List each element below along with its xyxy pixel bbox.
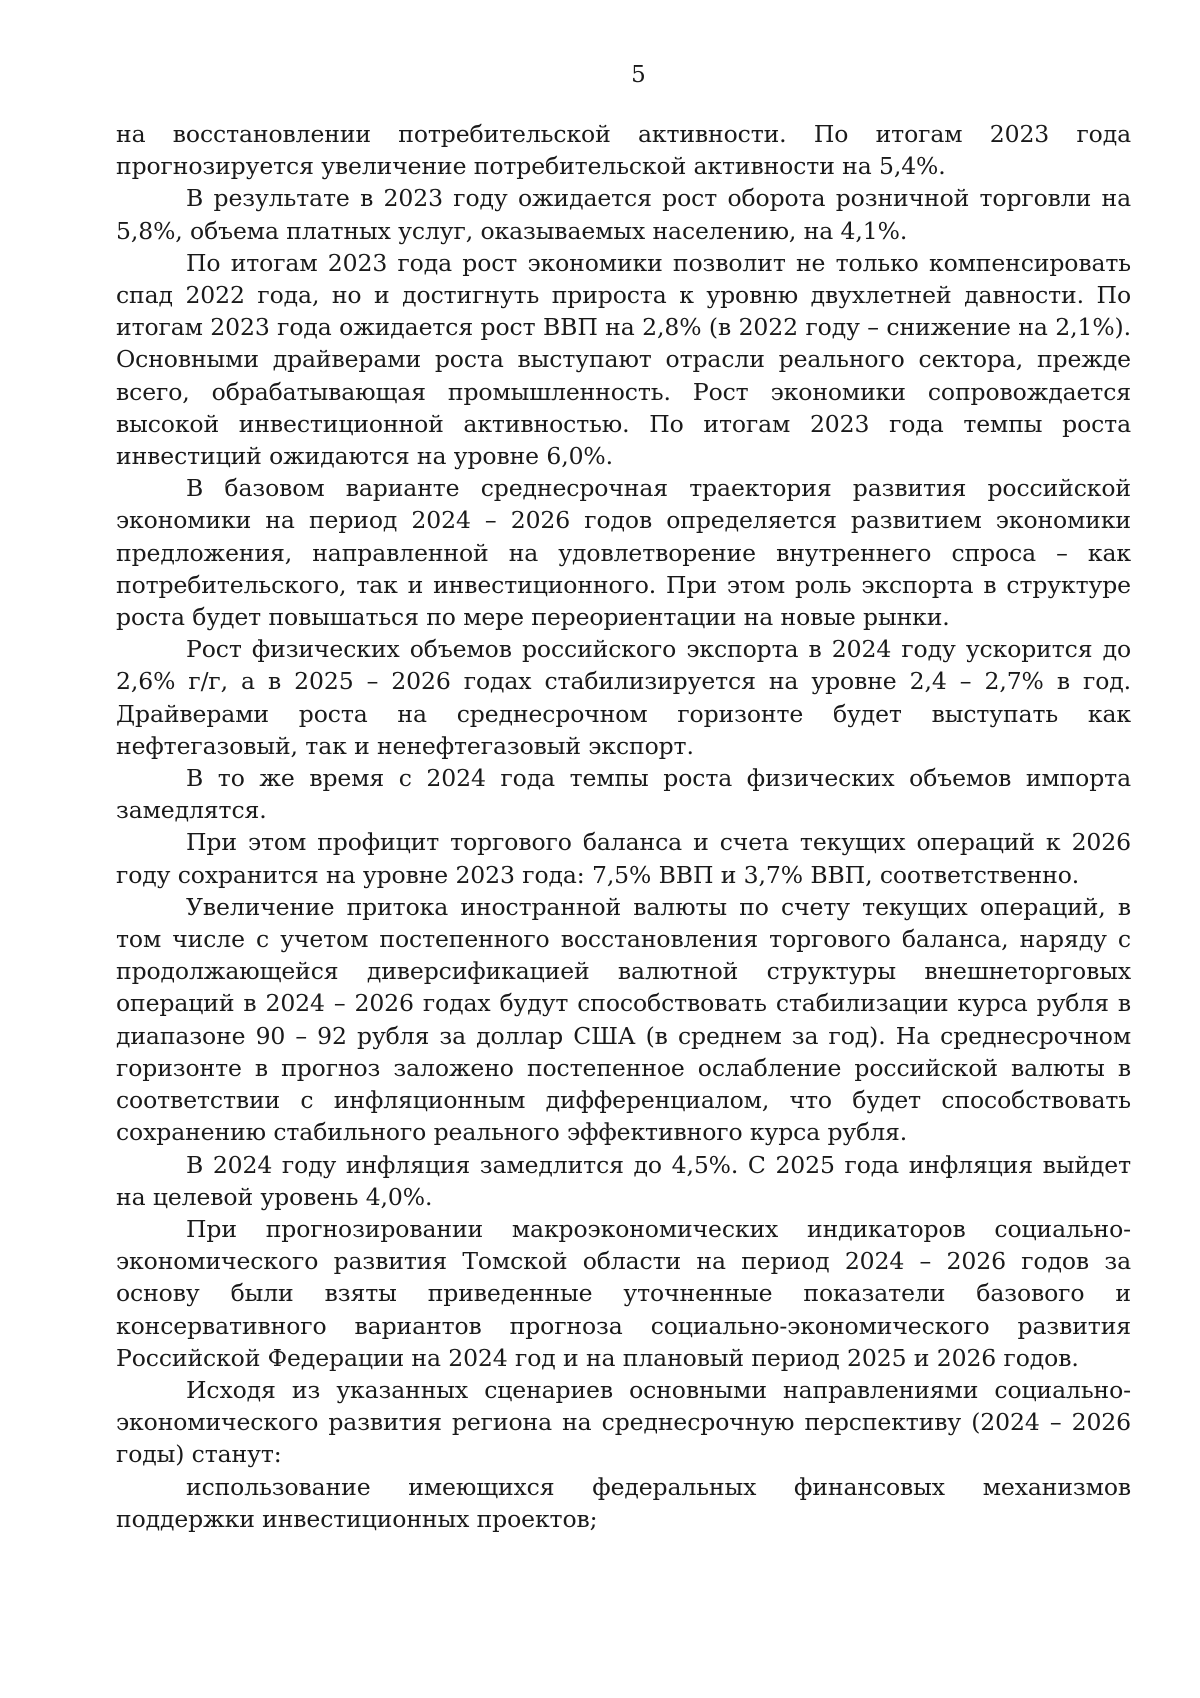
paragraph: В базовом варианте среднесрочная траектория развития российской экономики на период 2024 – 2026 годов определяется развитием экономики предложения, направленной на удовлетворение внутреннего спроса – как потребительского, так и инвестиционного. При этом роль экспорта в структуре роста будет повышаться по мере переориентации на новые рынки. bbox=[116, 474, 1131, 632]
paragraph: По итогам 2023 года рост экономики позволит не только компенсировать спад 2022 года, но и достигнуть прироста к уровню двухлетней давности. По итогам 2023 года ожидается рост ВВП на 2,8% (в 2022 году – снижение на 2,1%). Основными драйверами роста выступают отрасли реального сектора, прежде всего, обрабатывающая промышленность. Рост экономики сопровождается высокой инвестиционной активностью. По итогам 2023 года темпы роста инвестиций ожидаются на уровне 6,0%. bbox=[116, 248, 1131, 471]
paragraph: Исходя из указанных сценариев основными направлениями социально-экономического развития региона на среднесрочную перспективу (2024 – 2026 годы) станут: bbox=[116, 1375, 1131, 1469]
paragraph: использование имеющихся федеральных финансовых механизмов поддержки инвестиционных проектов; bbox=[116, 1472, 1131, 1533]
paragraph: В то же время с 2024 года темпы роста физических объемов импорта замедлятся. bbox=[116, 764, 1131, 825]
paragraph: Увеличение притока иностранной валюты по счету текущих операций, в том числе с учетом постепенного восстановления торгового баланса, наряду с продолжающейся диверсификацией валютной структуры внешнеторговых операций в 2024 – 2026 годах будут способствовать стабилизации курса рубля в диапазоне 90 – 92 рубля за доллар США (в среднем за год). На среднесрочном горизонте в прогноз заложено постепенное ослабление российской валюты в соответствии с инфляционным дифференциалом, что будет способствовать сохранению стабильного реального эффективного курса рубля. bbox=[116, 892, 1131, 1147]
document-body bbox=[116, 118, 1131, 1535]
page-number: 5 bbox=[631, 62, 646, 88]
paragraph: на восстановлении потребительской активности. По итогам 2023 года прогнозируется увеличение потребительской активности на 5,4%. bbox=[116, 120, 1131, 181]
paragraph: В результате в 2023 году ожидается рост оборота розничной торговли на 5,8%, объема платных услуг, оказываемых населению, на 4,1%. bbox=[116, 184, 1131, 245]
paragraph: В 2024 году инфляция замедлится до 4,5%. С 2025 года инфляция выйдет на целевой уровень 4,0%. bbox=[116, 1150, 1131, 1211]
paragraph: При этом профицит торгового баланса и счета текущих операций к 2026 году сохранится на уровне 2023 года: 7,5% ВВП и 3,7% ВВП, соответственно. bbox=[116, 828, 1131, 889]
paragraph: При прогнозировании макроэкономических индикаторов социально-экономического развития Томской области на период 2024 – 2026 годов за основу были взяты приведенные уточненные показатели базового и консервативного вариантов прогноза социально-экономического развития Российской Федерации на 2024 год и на плановый период 2025 и 2026 годов. bbox=[116, 1214, 1131, 1372]
paragraph: Рост физических объемов российского экспорта в 2024 году ускорится до 2,6% г/г, а в 2025 – 2026 годах стабилизируется на уровне 2,4 – 2,7% в год. Драйверами роста на среднесрочном горизонте будет выступать как нефтегазовый, так и ненефтегазовый экспорт. bbox=[116, 635, 1131, 760]
